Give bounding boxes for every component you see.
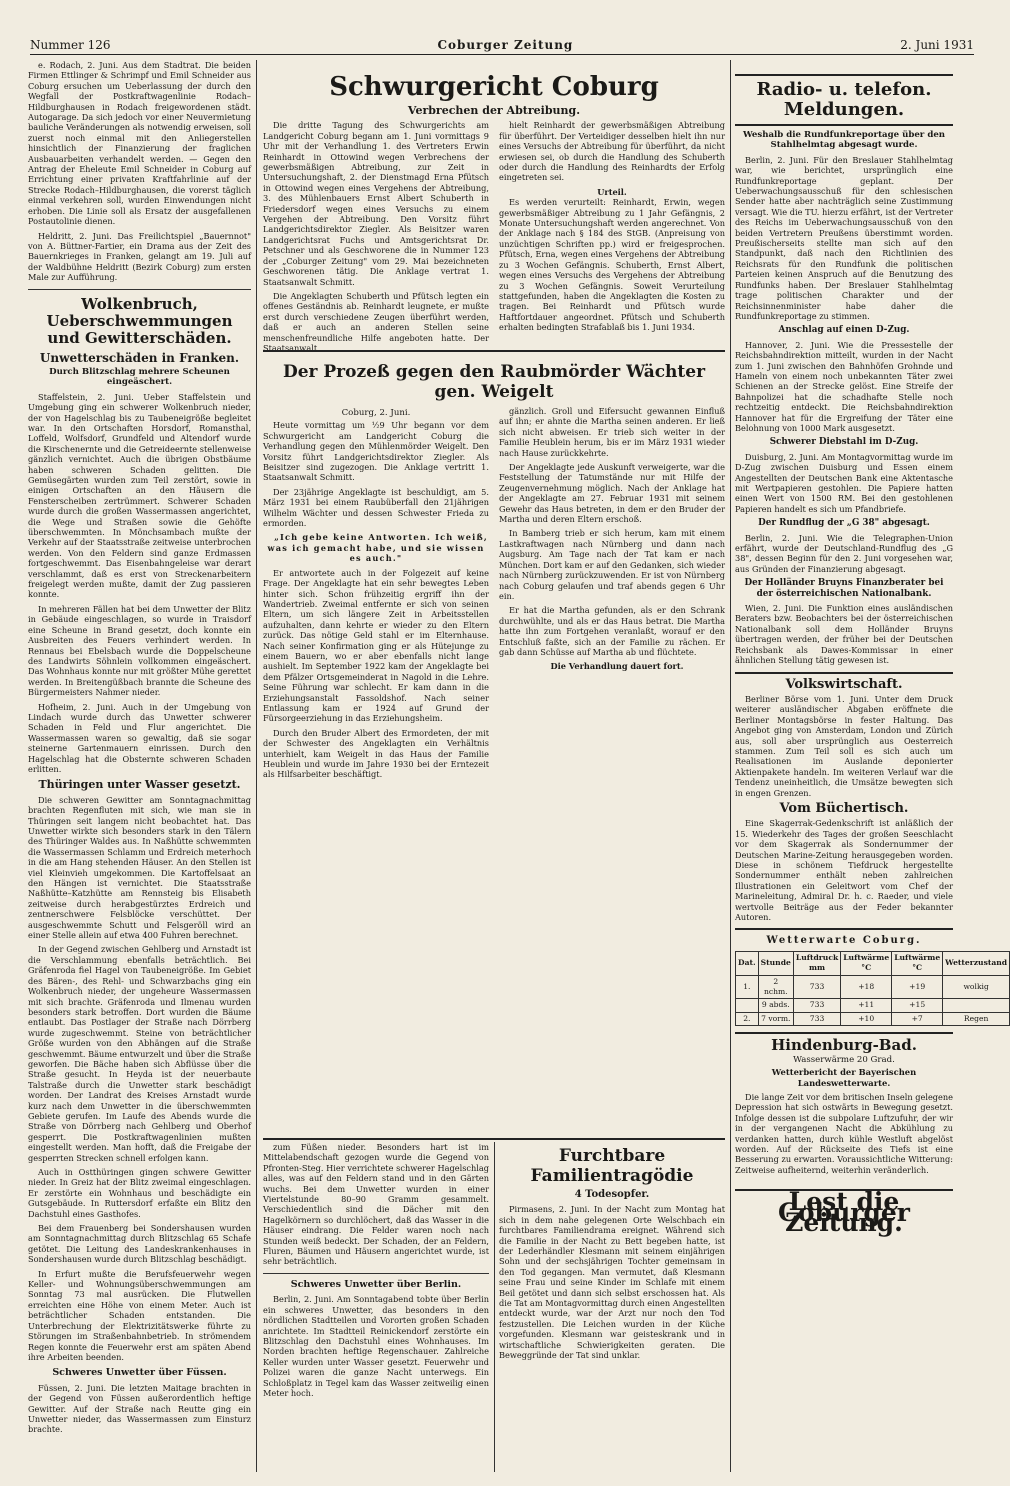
weather-cell: 1. [736, 975, 759, 999]
article-paragraph: Staffelstein, 2. Juni. Ueber Staffelstein und Umgebung ging ein schwerer Wolkenbruch nieder, der von Hagelschlag bis zu Taubeneigröße begleitet war. In den Ortschaften Horsdorf, Romansthal, Loffeld, Wolfsdorf, Grundfeld und Altendorf wurde die Kirschenernte und die Getreideernte stellenweise gänzlich vernichtet. Auch die übrigen Obstbäume haben schweren Schaden gelitten. Die Gemüsegärten wurden zum Teil zerstört, sowie in einigen Ortschaften an den Häusern die Fensterscheiben zertrümmert. Schwerer Schaden wurde durch die großen Wassermassen angerichtet, die Wege und Straßen sowie die Gehöfte überschwemmten. In Mönchsambach mußte der Verkehr auf der Staatsstraße zeitweise unterbrochen werden. Von den Feldern sind ganze Erdmassen fortgeschwemmt. Das Eisenbahngeleise war derart verschlammt, daß es erst von Streckenarbeitern freigelegt werden mußte, damit der Zug passieren konnte. [28, 391, 251, 600]
weather-header-cell: Wetterzustand [943, 951, 1010, 975]
article-paragraph: Berlin, 2. Juni. Für den Breslauer Stahlhelmtag war, wie berichtet, ursprünglich eine Rundfunkreportage geplant. Der Ueberwachungsausschuß für den schlesischen Sender hatte aber nachträglich seine Zustimmung versagt. Wie die TU. hierzu erfährt, ist der Vertreter des Reichs im Ueberwachungsausschuß von den beiden Vertretern Preußens überstimmt worden. Preußischerseits stellte man sich auf den Standpunkt, daß nach den Richtlinien des Reichsrats für den Rundfunk die politischen Parteien keinen Anspruch auf die Benutzung des Rundfunks haben. Der Breslauer Stahlhelmtag trage politischen Charakter und der Reichsinnenminister habe daher die Rundfunkreportage zu stimmen. [735, 154, 953, 321]
water-temperature: Wasserwärme 20 Grad. [793, 1054, 895, 1065]
headline-fuessen: Schweres Unwetter über Füssen. [52, 1367, 227, 1379]
column-rule [494, 1142, 495, 1472]
weather-cell: +7 [892, 1012, 943, 1025]
article-paragraph: Durch den Bruder Albert des Ermordeten, der mit der Schwester des Angeklagten ein Verhältnis unterhielt, kam Weigelt in das Haus der Familie Heublein und wurde im Jahre 1930 bei der Erntezeit als Hilfsarbeiter beschäftigt. [263, 727, 489, 780]
weather-cell: 2. [736, 1012, 759, 1025]
article-paragraph: Eine Skagerrak-Gedenkschrift ist anläßlich der 15. Wiederkehr des Tages der großen Seeschlacht vor dem Skagerrak als Sondernummer der Deutschen Marine-Zeitung herausgegeben worden. Diese in schönem Tiefdruck hergestellte Sondernummer enthält neben zahlreichen Illustrationen ein Geleitwort vom Chef der Marineleitung, Admiral Dr. h. c. Raeder, und viele wertvolle Beiträge aus der Feder bekannter Autoren. [735, 818, 953, 923]
article-paragraph: In mehreren Fällen hat bei dem Unwetter der Blitz in Gebäude eingeschlagen, so wurde in Traisdorf eine Scheune in Brand gesetzt, doch konnte ein Ausbreiten des Feuers verhindert werden. In Rennaus bei Ebelsbach wurde die Doppelscheune des Landwirts Söhnlein vollkommen eingeäschert. Das Wohnhaus konnte nur mit größter Mühe gerettet werden. In Breitengüßbach brannte die Scheune des Bürgermeisters Nahmer nieder. [28, 603, 251, 698]
article-weigelt-trial [263, 356, 725, 1136]
article-paragraph: Berliner Börse vom 1. Juni. Unter dem Druck weiterer ausländischer Abgaben eröffnete die Berliner Montagsbörse in fester Haltung. Das Angebot ging von Amsterdam, London und Zürich aus, soll aber ursprünglich aus Oesterreich stammen. Zum Teil soll es sich auch um Realisationen im Auslande deponierter Aktienpakete handeln. Im weiteren Verlauf war die Tendenz uneinheitlich, die Umsätze bewegten sich in engen Grenzen. [735, 693, 953, 798]
column-rule [256, 60, 257, 1472]
verdict-heading: Urteil. [597, 186, 627, 197]
article-paragraph: hielt Reinhardt der gewerbsmäßigen Abtreibung für überführt. Der Verteidiger desselben hielt ihn nur eines Versuchs der Abtreibung für überführt, da nicht erwiesen sei, ob durch die Handlung des Schuberth oder durch die Handlung des Reinhardts der Erfolg eingetreten sei. [499, 120, 725, 183]
headline-bruyns: Der Holländer Bruyns Finanzberater bei der österreichischen Nationalbank. [744, 578, 944, 599]
headline-volkswirtschaft: Volkswirtschaft. [785, 676, 903, 692]
weather-cell: 733 [793, 999, 840, 1012]
article-paragraph: Wien, 2. Juni. Die Funktion eines ausländischen Beraters bzw. Beobachters bei der österreichischen Nationalbank soll dem Holländer Bruyns übertragen werden, der früher bei der Deutschen Reichsbank als Dawes-Kommissar in einer ähnlichen Stellung tätig gewesen ist. [735, 603, 953, 666]
weather-cell: +15 [892, 999, 943, 1012]
article-paragraph: Er hat die Martha gefunden, als er den Schrank durchwühlte, und als er das Haus betrat. Die Martha hatte ihn zum Fortgehen veranlaßt, worauf er den Entschluß faßte, sich an der Familie zu rächen. Er gab dann Schüsse auf Martha ab und flüchtete. [499, 605, 725, 657]
article-paragraph: Bei dem Frauenberg bei Sondershausen wurden am Sonntagnachmittag durch Blitzschlag 65 Schafe getötet. Die Leitung des Landeskrankenhauses in Sondershausen wurde durch Blitzschlag beschädigt. [28, 1223, 251, 1265]
weather-row [736, 999, 1010, 1012]
article-paragraph: Hannover, 2. Juni. Wie die Pressestelle der Reichsbahndirektion mitteilt, wurden in der Nacht zum 1. Juni zwischen den Bahnhöfen Grohnde und Hameln von einem noch unbekannten Täter zwei Schienen an der Strecke gelöst. Eine Streife der Bahnpolizei hat die schadhafte Stelle noch rechtzeitig entdeckt. Die Reichsbahndirektion Hannover hat für die Ergreifung der Täter eine Belohnung von 1000 Mark ausgesetzt. [735, 339, 953, 433]
weather-cell: 7 vorm. [758, 1012, 793, 1025]
subheadline-abtreibung: Verbrechen der Abtreibung. [407, 104, 581, 117]
article-paragraph: In Erfurt mußte die Berufsfeuerwehr wegen Keller- und Wohnungsüberschwemmungen am Sonntag 73 mal ausrücken. Die Flutwellen erreichten eine Höhe von einem Meter. Auch ist beträchtlicher Schaden entstanden. Die Unterbrechung der Elektrizitätswerke führte zu Störungen im Straßenbahnbetrieb. In strömendem Regen konnte die Feuerwehr erst am späten Abend ihre Arbeiten beenden. [28, 1268, 251, 1362]
article-paragraph: Füssen, 2. Juni. Die letzten Maitage brachten in der Gegend von Füssen außerordentlich heftige Gewitter. Auf der Straße nach Reutte ging ein Unwetter nieder, das Wassermassen zum Einsturz brachte. [28, 1382, 251, 1435]
article-paragraph: zum Füßen nieder. Besonders hart ist im Mittelabendschaft gezogen wurde die Gegend von Pfronten-Steg. Hier verrichtete schwerer Hagelschlag alles, was auf den Feldern stand und in den Gärten wuchs. Bei dem Unwetter wurden in einer Viertelstunde 80–90 Gramm gesammelt. Verschiedentlich sind die Dächer mit den Hagelkörnern so durchlöchert, daß das Wasser in die Häuser eindrang. Die Felder waren noch nach Stunden weiß bedeckt. Der Schaden, der an Feldern, Fluren, Bäumen und Häusern angerichtet wurde, ist sehr beträchtlich. [263, 1142, 489, 1267]
headline-berlin-storm: Schweres Unwetter über Berlin. [290, 1278, 462, 1290]
weather-row [736, 1012, 1010, 1025]
issue-number: Nummer 126 [30, 38, 111, 52]
quote: „Ich gebe keine Antworten. Ich weiß, was ich gemacht habe, und sie wissen es auch." [267, 532, 488, 564]
headline-storm: Wolkenbruch, Ueberschwemmungen und Gewitterschäden. [46, 294, 233, 347]
newspaper-title: Coburger Zeitung [437, 38, 574, 52]
weather-title: Wetterwarte Coburg. [766, 935, 922, 947]
article-paragraph: Berlin, 2. Juni. Wie die Telegraphen-Union erfährt, wurde der Deutschland-Rundflug des „G 38", dessen Beginn für den 2. Juni vorgesehen war, aus Gründen der Finanzierung abgesagt. [735, 532, 953, 574]
subheadline-blitz: Durch Blitzschlag mehrere Scheunen eingeäschert. [49, 366, 230, 388]
weather-cell: +18 [841, 975, 892, 999]
article-paragraph: Es werden verurteilt: Reinhardt, Erwin, wegen gewerbsmäßiger Abtreibung zu 1 Jahr Gefängnis, 2 Monate Untersuchungshaft werden angerechnet. Von der Anklage nach § 184 des StGB. (Anpreisung von unzüchtigen Schriften pp.) wird er freigesprochen. Pfütsch, Erna, wegen eines Vergehens der Abtreibung zu 3 Wochen Gefängnis. Schuberth, Ernst Albert, wegen eines Versuchs des Vergehens der Abtreibung zu 3 Wochen Gefängnis. Soweit Verurteilung stattgefunden, haben die Angeklagten die Kosten zu tragen. Bei Reinhardt und Pfütsch wurde Haftfortdauer angeordnet. Pfütsch und Schuberth erhalten bedingten Strafablaß bis 1. Juni 1934. [499, 197, 725, 333]
column-4 [735, 60, 1008, 1470]
article-paragraph: Heute vormittag um ½9 Uhr begann vor dem Schwurgericht am Landgericht Coburg die Verhandlung gegen den Mühlenmörder Weigelt. Den Vorsitz führt Landgerichtsdirektor Ziegler. Als Beisitzer sind zugezogen. Die Anklage vertritt 1. Staatsanwalt Schmitt. [263, 420, 489, 483]
masthead [30, 36, 974, 55]
weather-header-cell: Dat. [736, 951, 759, 975]
headline-buechertisch: Vom Büchertisch. [779, 800, 909, 816]
weather-header-cell: Luftwärme °C [892, 951, 943, 975]
article-tragedy [499, 1142, 725, 1472]
weather-header-cell: Luftwärme °C [841, 951, 892, 975]
article-paragraph: Duisburg, 2. Juni. Am Montagvormittag wurde im D-Zug zwischen Duisburg und Essen einem Angestellten der Deutschen Bank eine Aktentasche mit Wertpapieren gestohlen. Die Papiere hatten einen Wert von 1500 RM. Bei den gestohlenen Papieren handelt es sich um Pfandbriefe. [735, 451, 953, 514]
article-floods-continued [263, 1142, 489, 1472]
weather-cell: 2 nchm. [758, 975, 793, 999]
subheadline-victims: 4 Todesopfer. [574, 1189, 650, 1200]
weather-cell: 9 abds. [758, 999, 793, 1012]
article-schwurgericht [263, 62, 725, 353]
article-paragraph: Die dritte Tagung des Schwurgerichts am Landgericht Coburg begann am 1. Juni vormittags 9 Uhr mit der Verhandlung 1. des Vertreters Erwin Reinhardt in Ottowind wegen Verbrechens der gewerbsmäßigen Abtreibung, zur Zeit in Untersuchungshaft, 2. der Dienstmagd Erna Pfütsch in Ottowind wegen eines Vergehens der Abtreibung, 3. des Mühlenbauers Ernst Albert Schuberth in Friedersdorf wegen eines Versuchs zu einem Vergehen der Abtreibung. Den Vorsitz führt Landgerichtsdirektor Ziegler. Als Beisitzer waren Landgerichtsrat Fuchs und Amtsgerichtsrat Dr. Petschner und als Geschworene die in Nummer 123 der „Coburger Zeitung" vom 29. Mai bezeichneten Geschworenen tätig. Die Anklage vertrat 1. Staatsanwalt Schmitt. [263, 120, 489, 287]
article-paragraph: In der Gegend zwischen Gehlberg und Arnstadt ist die Verschlammung ebenfalls beträchtlich. Bei Gräfenroda fiel Hagel von Taubeneigröße. Im Gebiet des Bären-, des Rehl- und Schwarzbachs ging ein Wolkenbruch nieder, der ungeheure Wassermassen mit sich brachte. Gräfenroda und Ilmenau wurden besonders stark betroffen. Dort wurden die Bäume entlaubt. Das Postlager der Straße nach Dörrberg wurde zugeschwemmt. Steine von beträchtlicher Größe wurden von den Abhängen auf die Straße geschwemmt. Bäume entwurzelt und über die Straße geworfen. Die Bäche haben sich Abflüsse über die Straße gesucht. In Heyda ist der neuerbaute Talstraße durch die Unwetter stark beschädigt worden. Der Landrat des Kreises Arnstadt wurde kurz nach dem Unwetter in die überschwemmten Gebiete gerufen. Im Laufe des Abends wurde die Straße von Dörrberg nach Gehlberg und Oberhof gesperrt. Die Postkraftwagenlinien mußten eingestellt werden. Man hofft, daß die Freigabe der gesperrten Strecken schnell erfolgen kann. [28, 944, 251, 1163]
continuation-note: Die Verhandlung dauert fort. [550, 661, 684, 672]
headline-g38: Der Rundflug der „G 38" abgesagt. [758, 518, 930, 529]
weather-cell: +11 [841, 999, 892, 1012]
weather-cell: 733 [793, 1012, 840, 1025]
headline-thueringen: Thüringen unter Wasser gesetzt. [38, 778, 241, 792]
headline-landeswetterwarte: Wetterbericht der Bayerischen Landeswetterwarte. [771, 1067, 917, 1088]
weather-cell [943, 999, 1010, 1012]
weather-header-cell: Stunde [758, 951, 793, 975]
article-paragraph: Die Angeklagten Schuberth und Pfütsch legten ein offenes Geständnis ab. Reinhardt leugnete, er mußte erst durch verschiedene Zeugen überführt werden, daß er auch an anderen Stellen seine menschenfreundliche Hilfe angeboten hatte. Der Staatsanwalt [263, 290, 489, 353]
article-paragraph: Die schweren Gewitter am Sonntagnachmittag brachten Regenfluten mit sich, wie man sie in Thüringen seit langem nicht beobachtet hat. Das Unwetter wirkte sich besonders stark in den Tälern des Thüringer Waldes aus. In Naßhütte schwemmten die Wassermassen Schlamm und Erdreich meterhoch in die am Hang stehenden Häuser. An den Stellen ist viel Kleinvieh umgekommen. Die Kartoffelsaat an den Hängen ist vernichtet. Die Staatsstraße Naßhütte–Katzhütte am Rennsteig bis Elisabeth zeitweise durch herabgestürztes Erdreich und zentnerschwere Felsblöcke verschüttet. Der ausgeschwemmte Schutt und Felsgeröll wird an einer Stelle allein auf etwa 400 Fuhren berechnet. [28, 794, 251, 941]
section-rule [263, 350, 725, 352]
headline-schwurgericht: Schwurgericht Coburg [329, 72, 659, 102]
weather-cell: Regen [943, 1012, 1010, 1025]
weather-cell [736, 999, 759, 1012]
article-paragraph: gänzlich. Groll und Eifersucht gewannen Einfluß auf ihn; er ahnte die Martha seinen anderen. Er ließ sich nicht abweisen. Er trieb sich weiter in der Familie Heublein herum, bis er im März 1931 wieder nach Hause zurückkehrte. [499, 406, 725, 458]
article-paragraph: Hofheim, 2. Juni. Auch in der Umgebung von Lindach wurde durch das Unwetter schwerer Schaden in Feld und Flur angerichtet. Die Wassermassen waren so gewaltig, daß sie sogar steinerne Gartenmauern einrissen. Durch den Hagelschlag hat die Obsternte schweren Schaden erlitten. [28, 701, 251, 774]
subheadline-stahlhelm: Weshalb die Rundfunkreportage über den Stahlhelmtag abgesagt wurde. [742, 130, 946, 151]
section-rule [263, 1138, 725, 1140]
article-paragraph: Er antwortete auch in der Folgezeit auf keine Frage. Der Angeklagte hat ein sehr bewegtes Leben hinter sich. Schon frühzeitig ergriff ihn der Wandertrieb. Zweimal entfernte er sich von seinen Eltern, um sich längere Zeit in Arbeitsstellen aufzuhalten, dann kehrte er wieder zu den Eltern zurück. Das nötige Geld stahl er im Elternhause. Nach seiner Konfirmation ging er als Hütejunge zu einem Bauern, wo er aber ebenfalls nicht lange aushielt. Im September 1922 kam der Angeklagte bei dem Pfälzer Ortsgemeinderat in Nagold in die Lehre. Seine Führung war schlecht. Er kam dann in die Erziehungsanstalt Fassoldshof. Nach seiner Entlassung kam er 1924 auf Grund der Fürsorgeerziehung in das Erziehungsheim. [263, 567, 489, 724]
weather-cell: wolkig [943, 975, 1010, 999]
weather-row [736, 975, 1010, 999]
article-paragraph: Der Angeklagte jede Auskunft verweigerte, war die Feststellung der Tatumstände nur mit Hilfe der Zeugenvernehmung möglich. Nach der Anklage hat der Angeklagte am 27. Februar 1931 mit seinem Gewehr das Haus betreten, in dem er den Bruder der Martha und deren Eltern erschoß. [499, 462, 725, 525]
headline-diebstahl: Schwerer Diebstahl im D-Zug. [769, 437, 919, 448]
column-rule [730, 60, 731, 1472]
headline-radio: Radio- u. telefon. Meldungen. [735, 74, 953, 126]
weather-header-cell: Luftdruck mm [793, 951, 840, 975]
weather-cell: +19 [892, 975, 943, 999]
advertisement-lest-cz: Lest die Coburger Zeitung. [735, 1189, 953, 1228]
article-paragraph: Auch in Ostthüringen gingen schwere Gewitter nieder. In Greiz hat der Blitz zweimal eingeschlagen. Er zerstörte ein Wohnhaus und beschädigte ein Gutsgebäude. In Ruttersdorf erfaßte ein Blitz den Dachstuhl eines Gasthofes. [28, 1167, 251, 1219]
article-heldritt: Heldritt, 2. Juni. Das Freilichtspiel „Bauernnot" von A. Büttner-Fartier, ein Drama aus der Zeit des Bauernkrieges in Franken, gelangt am 19. Juli auf der Waldbühne Heldritt (Bezirk Coburg) zum ersten Male zur Aufführung. [28, 230, 251, 283]
weather-cell: 733 [793, 975, 840, 999]
article-paragraph: Die lange Zeit vor dem britischen Inseln gelegene Depression hat sich ostwärts in Bewegung gesetzt. Infolge dessen ist die subpolare Luftzufuhr, der wir in der vergangenen Nacht die Abkühlung zu verdanken hatten, durch kühle Westluft abgelöst worden. Auf der Rückseite des Tiefs ist eine Besserung zu erwarten. Voraussichtliche Witterung: Zeitweise aufheiternd, weiterhin veränderlich. [735, 1091, 953, 1175]
weather-cell: +10 [841, 1012, 892, 1025]
article-paragraph: In Bamberg trieb er sich herum, kam mit einem Lastkraftwagen nach Nürnberg und dann nach Augsburg. Am Tage nach der Tat kam er nach München. Dort kam er auf den Gedanken, sich wieder nach Nürnberg zurückzuwenden. Er ist von Nürnberg nach Coburg gelaufen und traf abends gegen 6 Uhr ein. [499, 528, 725, 601]
article-rodach: e. Rodach, 2. Juni. Aus dem Stadtrat. Die beiden Firmen Ettlinger & Schrimpf und Emil Schneider aus Coburg ersuchen um Ueberlassung der durch den Wegfall der Postkraftwagenlinie Rodach–Hildburghausen in Rodach freigewordenen städt. Autogarage. Da sich jedoch vor einer Neuvermietung bauliche Veränderungen als notwendig erweisen, soll zuerst noch einmal mit den Anliegerstellen hinsichtlich der Finanzierung der fraglichen Ausbauarbeiten verhandelt werden. — Gegen den Antrag der Eheleute Emil Schneider in Coburg auf Errichtung einer privaten Kraftfahrlinie auf der Strecke Rodach–Hildburghausen, die vorerst täglich einmal verkehren soll, wurden Einwendungen nicht erhoben. Die Linie soll als Ersatz der ausgefallenen Postautolinie dienen. [28, 60, 251, 227]
dateline: Coburg, 2. Juni. [341, 408, 411, 418]
article-paragraph: Pirmasens, 2. Juni. In der Nacht zum Montag hat sich in dem nahe gelegenen Orte Welschbach ein furchtbares Familiendrama ereignet. Während sich die Familie in der Nacht zu Bett begeben hatte, ist der Lederhändler Klesmann mit seinem einjährigen Sohn und der sechsjährigen Tochter gemeinsam in den Tod gegangen. Man vermutet, daß Klesmann seine Frau und seine Kinder im Schlafe mit einem Beil getötet und dann sich selbst erschossen hat. Als die Tat am Montagvormittag durch einen Angestellten entdeckt wurde, war der Arzt nur noch den Tod festzustellen. Die Leichen wurden in der Küche vorgefunden. Klesmann war geisteskrank und in wirtschaftliche Schwierigkeiten geraten. Die Beweggründe der Tat sind unklar. [499, 1204, 725, 1361]
headline-tragedy: Furchtbare Familientragödie [530, 1146, 694, 1186]
column-1 [28, 60, 251, 1470]
issue-date: 2. Juni 1931 [900, 38, 974, 52]
article-paragraph: Berlin, 2. Juni. Am Sonntagabend tobte über Berlin ein schweres Unwetter, das besonders in den nördlichen Stadtteilen und Vororten großen Schaden anrichtete. Im Stadtteil Reinickendorf zerstörte ein Blitzschlag den Dachstuhl eines Wohnhauses. Im Norden brachten heftige Regenschauer. Zahlreiche Keller wurden unter Wasser gesetzt. Feuerwehr und Polizei waren die ganze Nacht unterwegs. Ein Schloßplatz in Tegel kam das Wasser zeitweilig einen Meter hoch. [263, 1294, 489, 1398]
headline-weigelt: Der Prozeß gegen den Raubmörder Wächter gen. Weigelt [282, 362, 706, 402]
weather-table [735, 951, 1010, 1026]
article-paragraph: Der 23jährige Angeklagte ist beschuldigt, am 5. März 1931 bei einem Raubüberfall den 21jährigen Wilhelm Wächter und dessen Schwester Frieda zu ermorden. [263, 486, 489, 529]
headline-franken: Unwetterschäden in Franken. [39, 350, 240, 365]
headline-hindenburg-bad: Hindenburg-Bad. [771, 1036, 917, 1055]
headline-dzug: Anschlag auf einen D-Zug. [778, 325, 910, 336]
